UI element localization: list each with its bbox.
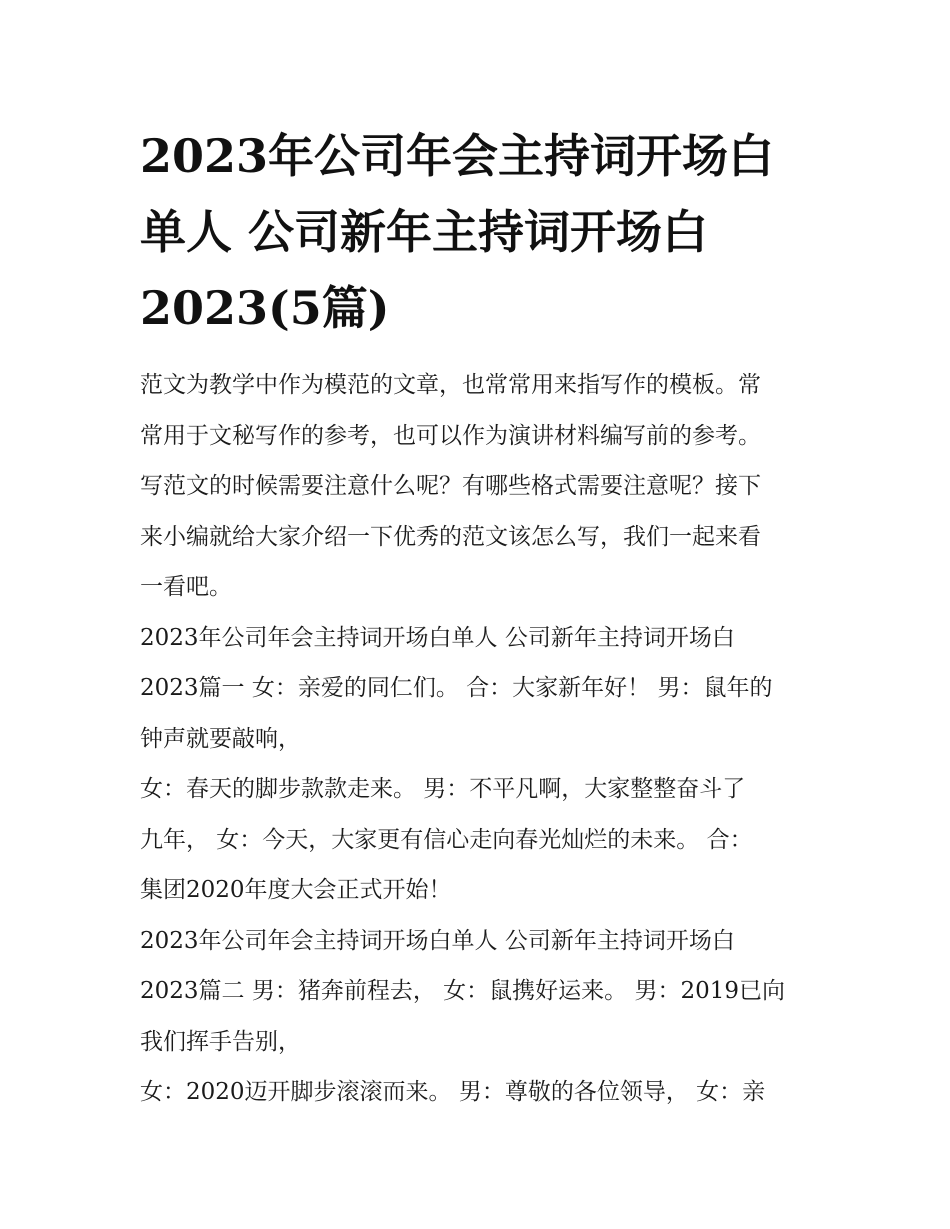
title-line: 2023(5篇) <box>140 281 390 335</box>
text-line: 常用于文秘写作的参考，也可以作为演讲材料编写前的参考。 <box>140 422 761 449</box>
text-line: 来小编就给大家介绍一下优秀的范文该怎么写，我们一起来看 <box>140 523 761 550</box>
document-content <box>140 118 812 1118</box>
intro-paragraph <box>140 360 812 613</box>
document-body <box>140 360 812 1118</box>
text-line: 钟声就要敲响， <box>140 725 301 752</box>
text-line: 2023篇二 男：猪奔前程去， 女：鼠携好运来。 男：2019已向 <box>140 978 785 1004</box>
text-line: 2023年公司年会主持词开场白单人 公司新年主持词开场白 <box>140 624 735 651</box>
section-one-heading-paragraph <box>140 613 812 765</box>
section-two-heading-paragraph <box>140 916 812 1068</box>
title-line: 单人 公司新年主持词开场白 <box>140 205 709 259</box>
text-line: 范文为教学中作为模范的文章，也常常用来指写作的模板。常 <box>140 372 761 398</box>
text-line: 一看吧。 <box>140 574 232 600</box>
text-line: 2023篇一 女：亲爱的同仁们。 合：大家新年好！ 男：鼠年的 <box>140 675 773 701</box>
section-one-body-paragraph <box>140 764 812 916</box>
text-line: 女：2020迈开脚步滚滚而来。 男：尊敬的各位领导， 女：亲 <box>140 1079 766 1105</box>
title-line: 2023年公司年会主持词开场白 <box>140 129 775 183</box>
text-line: 我们挥手告别， <box>140 1028 301 1055</box>
text-line: 女：春天的脚步款款走来。 男：不平凡啊，大家整整奋斗了 <box>140 776 746 802</box>
section-two-body-paragraph <box>140 1067 812 1118</box>
text-line: 集团2020年度大会正式开始！ <box>140 877 452 903</box>
text-line: 2023年公司年会主持词开场白单人 公司新年主持词开场白 <box>140 927 735 954</box>
text-line: 写范文的时候需要注意什么呢？有哪些格式需要注意呢？接下 <box>140 473 761 499</box>
text-line: 九年， 女：今天，大家更有信心走向春光灿烂的未来。 合： <box>140 826 753 853</box>
document-title <box>140 118 812 346</box>
